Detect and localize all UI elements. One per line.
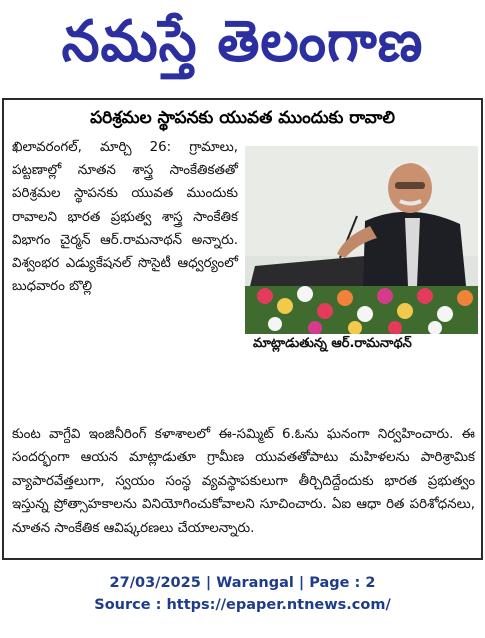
speaker-photo-illustration	[245, 146, 478, 334]
masthead-title: నమస్తే తెలంగాణ	[61, 7, 424, 74]
newspaper-masthead	[0, 0, 485, 96]
article-headline: పరిశ్రమల స్థాపనకు యువత ముందుకు రావాలి	[90, 108, 395, 128]
footer-source: Source : https://epaper.ntnews.com/	[94, 597, 391, 613]
article-clipping	[2, 98, 483, 560]
article-photo	[245, 146, 478, 334]
footer-date-edition: 27/03/2025 | Warangal | Page : 2	[109, 575, 376, 591]
photo-caption: మాట్లాడుతున్న ఆర్.రామనాథన్	[253, 336, 412, 351]
article-column-text: ఖిలావరంగల్, మార్చి 26: గ్రామాలు, పట్టణాల్లో నూతన శాస్త్ర సాంకేతికతతో పరిశ్రమల స్థాపనకు యువత ముందుకు రావాలని భారత ప్రభుత్వ శాస్త్ర సాంకేతిక విభాగం చైర్మన్ ఆర్.రామనాథన్ అన్నారు. విశ్వంభర ఎడ్యుకేషనల్ సొసైటీ ఆధ్వర్యంలో బుధవారం బొల్లి	[12, 140, 238, 295]
article-body-text: కుంట వాగ్దేవి ఇంజినీరింగ్ కళాశాలలో ఈ-సమ్మిట్ 6.ఓను ఘనంగా నిర్వహించారు. ఈ సందర్భంగా ఆయన మాట్లాడుతూ గ్రామీణ యువతతోపాటు మహిళలను పారిశ్రామిక వ్యాపారవేత్తలుగా, స్వయం సంస్థ వ్యవస్థాపకులుగా తీర్చిదిద్దేందుకు భారత ప్రభుత్వం ఇస్తున్న ప్రోత్సాహకాలను వినియోగించుకోవాలని సూచించారు. ఏఐ ఆధా రిత పరిశోధనలు, నూతన సాంకేతిక ఆవిష్కరణలు చేయాలన్నారు.	[12, 427, 475, 536]
page-footer	[0, 572, 485, 616]
